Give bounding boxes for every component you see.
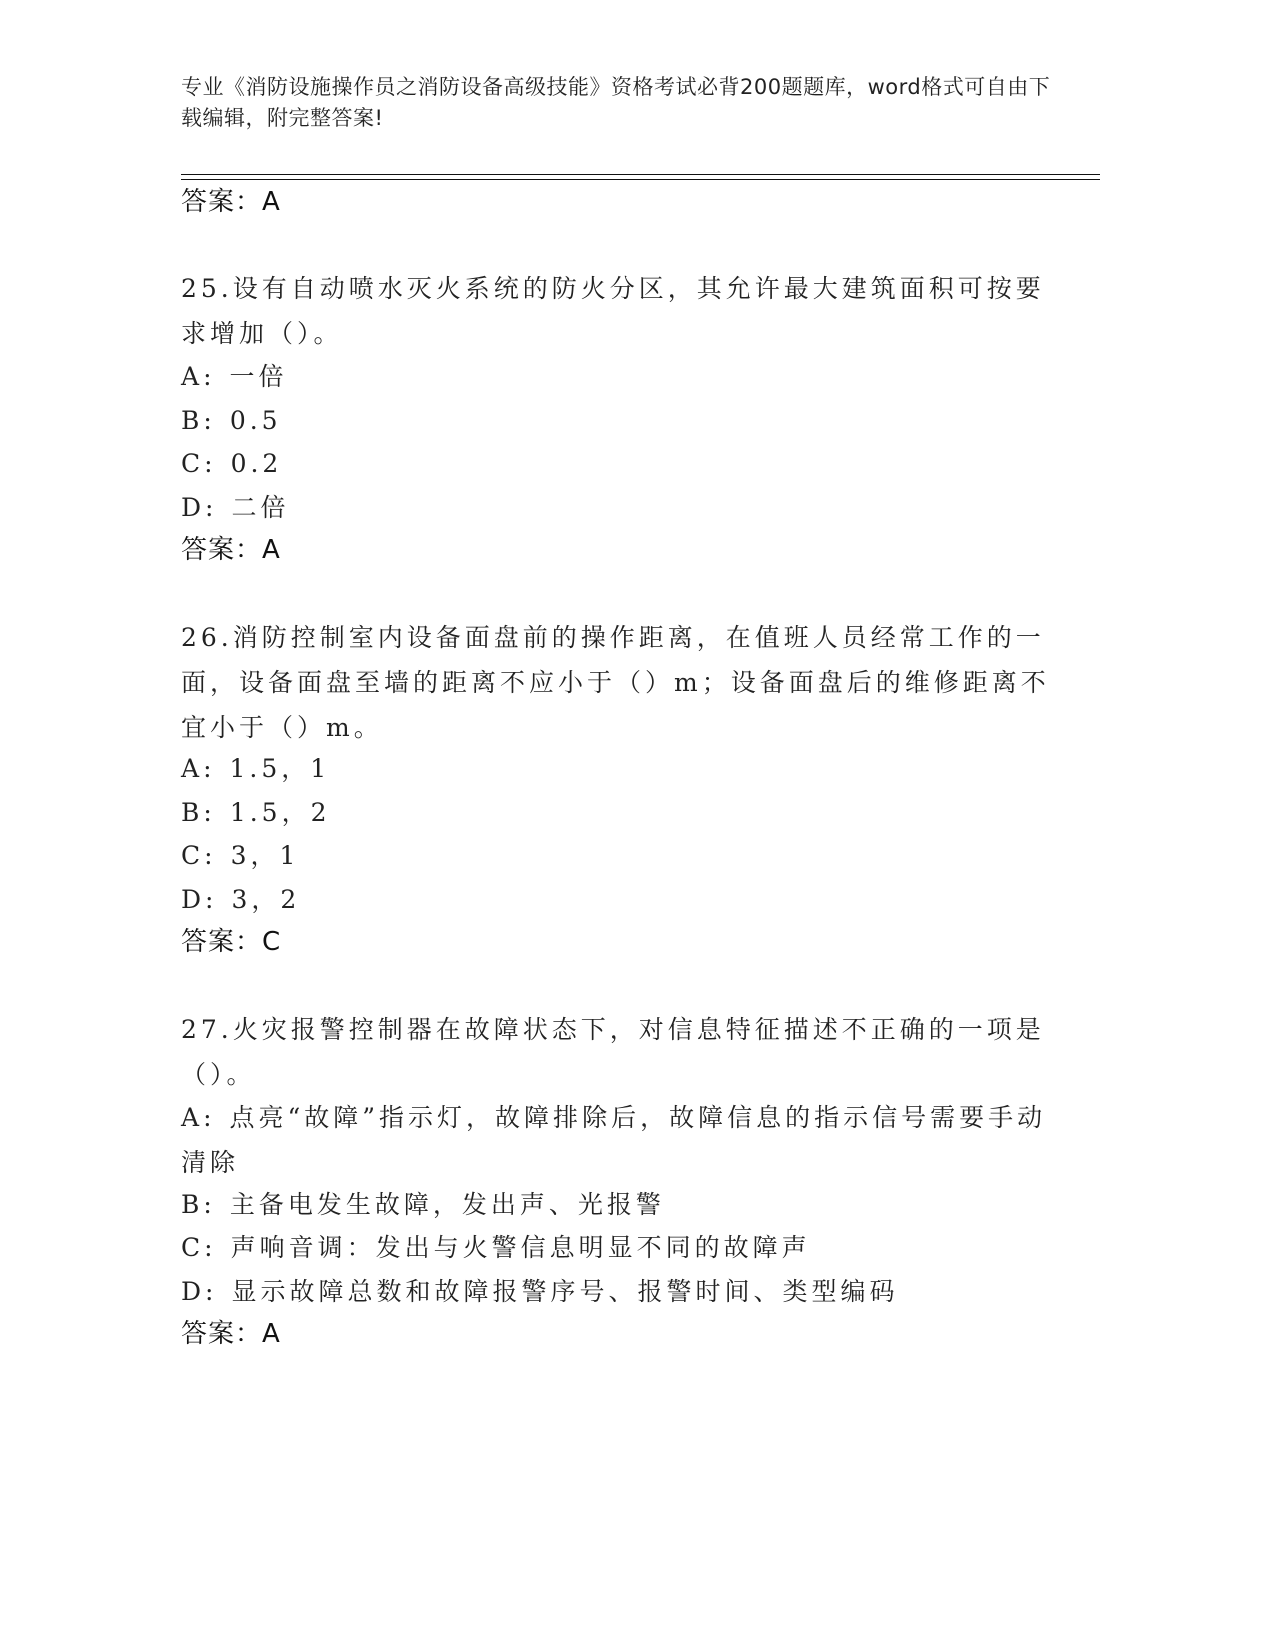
option-separator: : bbox=[203, 754, 216, 783]
option-separator: : bbox=[203, 362, 216, 391]
option-text: 1.5，2 bbox=[229, 798, 331, 827]
option-separator: : bbox=[203, 798, 216, 827]
option-key: A bbox=[181, 362, 204, 391]
option-key: B bbox=[181, 798, 204, 827]
option-separator: : bbox=[204, 449, 217, 478]
option-key: B bbox=[181, 1190, 204, 1219]
previous-answer: 答案：A bbox=[181, 187, 281, 217]
question-26-option-d bbox=[181, 877, 1061, 922]
question-26-option-b bbox=[181, 790, 1061, 835]
option-text: 点亮“故障”指示灯，故障排除后，故障信息的指示信号需要手动清除 bbox=[181, 1103, 1047, 1177]
option-key: D bbox=[181, 1277, 206, 1306]
question-25-text: 25.设有自动喷水灭火系统的防火分区，其允许最大建筑面积可按要求增加（）。 bbox=[181, 274, 1045, 348]
option-separator: : bbox=[205, 1277, 218, 1306]
option-separator: : bbox=[204, 1233, 217, 1262]
option-separator: : bbox=[205, 885, 218, 914]
option-text: 0.2 bbox=[230, 449, 283, 478]
option-separator: : bbox=[205, 493, 218, 522]
option-text: 主备电发生故障，发出声、光报警 bbox=[229, 1190, 665, 1219]
question-27-text: 27.火灾报警控制器在故障状态下，对信息特征描述不正确的一项是（）。 bbox=[181, 1015, 1045, 1089]
option-separator: : bbox=[204, 841, 217, 870]
option-separator: : bbox=[203, 406, 216, 435]
question-27-option-a bbox=[181, 1095, 1061, 1185]
question-25-answer: 答案：A bbox=[181, 535, 281, 565]
option-key: C bbox=[181, 449, 205, 478]
option-text: 声响音调：发出与火警信息明显不同的故障声 bbox=[230, 1233, 811, 1262]
option-separator: : bbox=[203, 1190, 216, 1219]
question-27-answer: 答案：A bbox=[181, 1319, 281, 1349]
option-key: A bbox=[181, 754, 204, 783]
question-27-option-c bbox=[181, 1225, 1061, 1270]
question-26-option-a bbox=[181, 746, 1061, 791]
question-27-option-b bbox=[181, 1182, 1061, 1227]
option-key: D bbox=[181, 885, 206, 914]
option-key: C bbox=[181, 841, 205, 870]
question-26-option-c bbox=[181, 833, 1061, 878]
option-text: 3，2 bbox=[231, 885, 301, 914]
option-key: B bbox=[181, 406, 204, 435]
document-header: 专业《消防设施操作员之消防设备高级技能》资格考试必背200题题库，word格式可自由下载编辑，附完整答案! bbox=[181, 75, 1051, 130]
option-key: D bbox=[181, 493, 206, 522]
question-25-option-b bbox=[181, 398, 1061, 443]
option-text: 3，1 bbox=[230, 841, 300, 870]
question-26-answer: 答案：C bbox=[181, 927, 282, 957]
option-text: 1.5，1 bbox=[229, 754, 331, 783]
option-text: 二倍 bbox=[231, 493, 290, 522]
option-key: A bbox=[181, 1103, 204, 1132]
option-separator: : bbox=[203, 1103, 216, 1132]
option-text: 一倍 bbox=[229, 362, 288, 391]
option-text: 显示故障总数和故障报警序号、报警时间、类型编码 bbox=[231, 1277, 899, 1306]
question-26-text: 26.消防控制室内设备面盘前的操作距离，在值班人员经常工作的一面，设备面盘至墙的距离不应小于（）m；设备面盘后的维修距离不宜小于（）m。 bbox=[181, 623, 1050, 742]
question-25-option-d bbox=[181, 485, 1061, 530]
question-27-option-d bbox=[181, 1269, 1061, 1314]
option-text: 0.5 bbox=[229, 406, 282, 435]
option-key: C bbox=[181, 1233, 205, 1262]
question-25-option-c bbox=[181, 441, 1061, 486]
header-rule-top bbox=[181, 174, 1100, 175]
question-25-option-a bbox=[181, 354, 1061, 399]
header-rule-bottom bbox=[181, 179, 1100, 180]
